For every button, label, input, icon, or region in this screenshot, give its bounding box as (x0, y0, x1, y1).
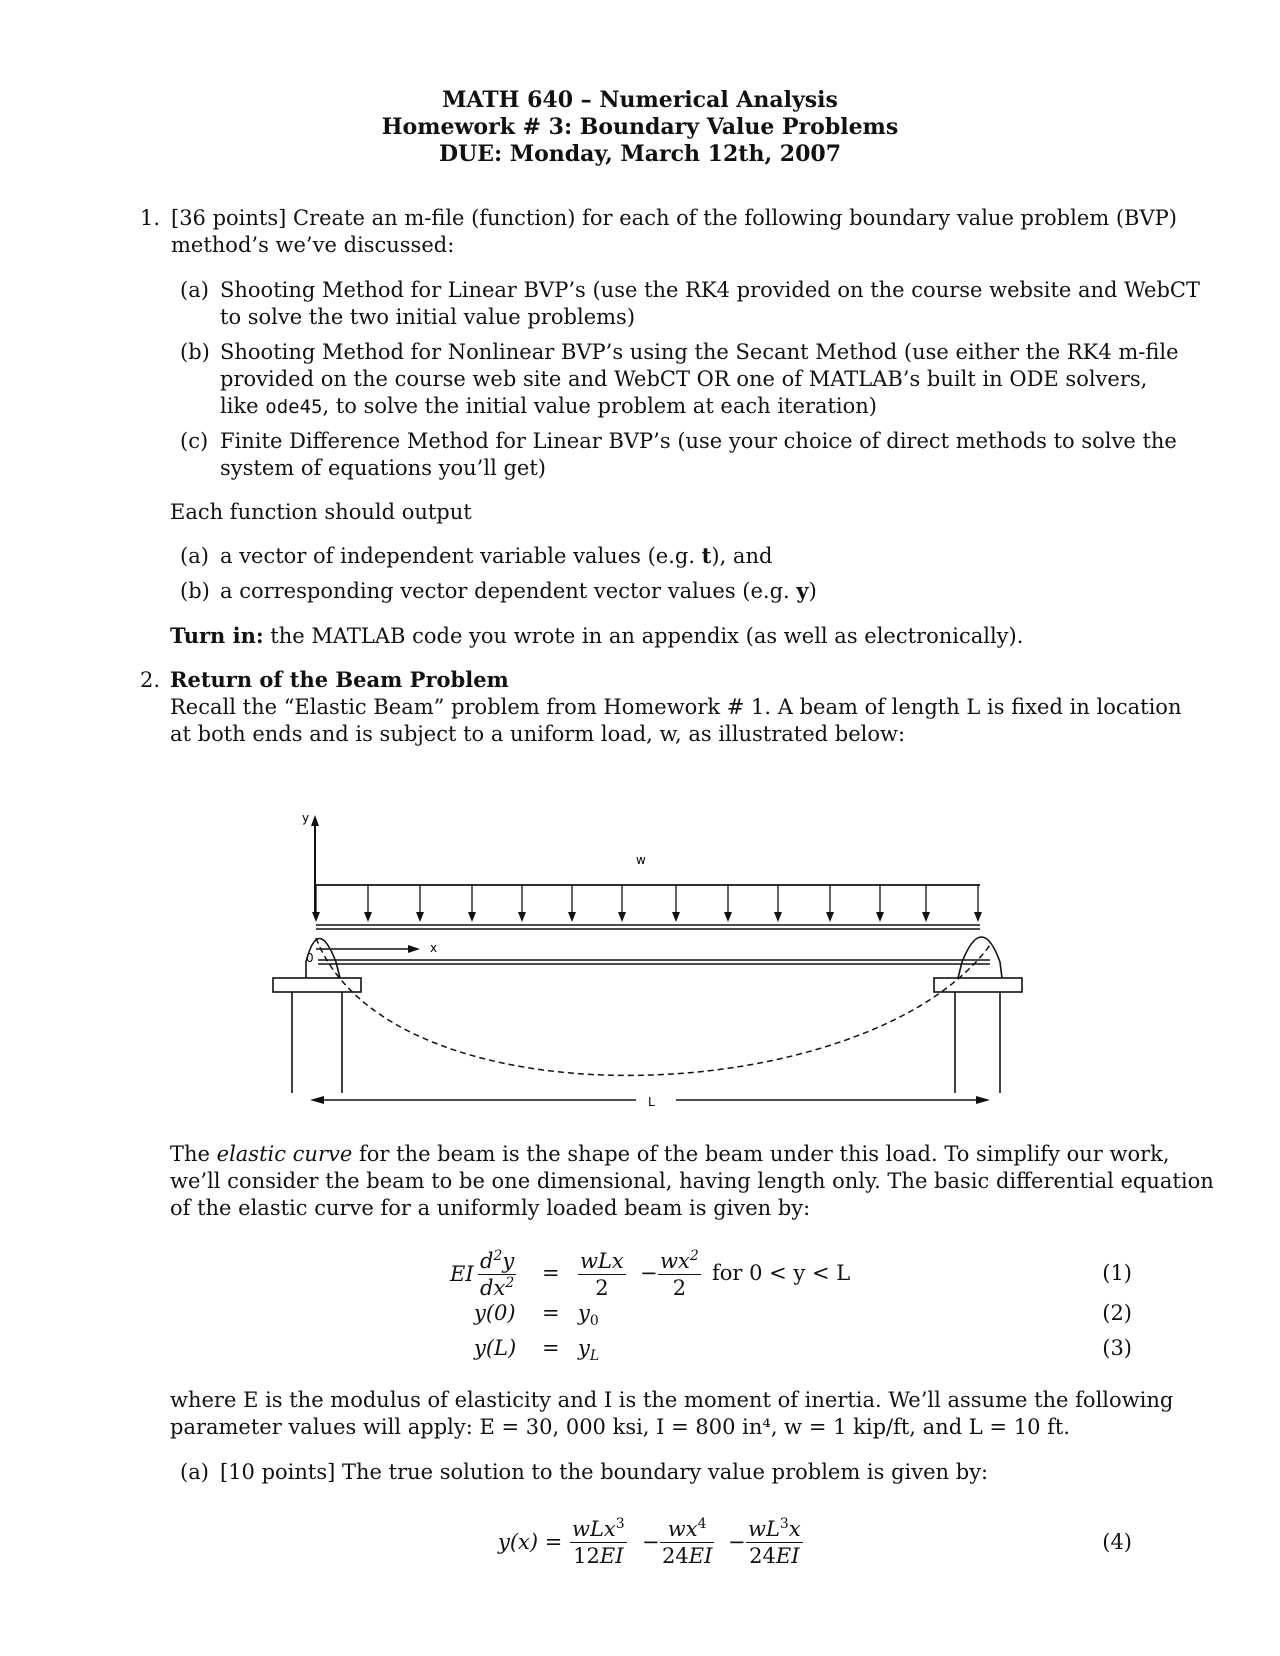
length-label: L (648, 1095, 655, 1109)
problem-1-intro-line2: method’s we’ve discussed: (171, 233, 455, 257)
part-a-label: (a) (180, 1460, 209, 1484)
eq4-term2: $\frac{wx^4}{24EI}$ (662, 1516, 713, 1568)
x-axis-label: x (430, 941, 438, 955)
item-b-line3: like ode45, to solve the initial value problem at each iteration) (220, 394, 877, 418)
homework-title: Homework # 3: Boundary Value Problems (381, 114, 899, 140)
problem-2-recall-line2: at both ends and is subject to a uniform load, w, as illustrated below: (170, 722, 906, 746)
length-arrow-right (976, 1096, 990, 1104)
eq3-equals: = (542, 1336, 560, 1360)
eq3-lhs: y(L) (474, 1336, 517, 1360)
problem-1-intro-line1: [36 points] Create an m-file (function) for each of the following boundary value problem (BVP) (171, 206, 1177, 230)
item-c-label: (c) (180, 429, 209, 453)
problem-2-number: 2. (140, 668, 161, 692)
eq3-rhs: $y_L$ (578, 1336, 600, 1365)
eq4-minus-1: − (642, 1530, 660, 1554)
eq2-rhs: $y_0$ (578, 1301, 599, 1330)
course-title: MATH 640 – Numerical Analysis (442, 87, 838, 113)
item-a-label: (a) (180, 278, 209, 302)
eq1-condition: for 0 < y < L (712, 1261, 851, 1285)
output-b-label: (b) (180, 579, 210, 603)
y-axis-arrow (311, 815, 319, 826)
params-line2: parameter values will apply: E = 30, 000 ksi, I = 800 in⁴, w = 1 kip/ft, and L = 10 ft. (170, 1415, 1070, 1439)
item-b-label: (b) (180, 340, 210, 364)
item-c-line2: system of equations you’ll get) (220, 456, 546, 480)
eq2-equals: = (542, 1301, 560, 1325)
eq2-number: (2) (1102, 1301, 1132, 1325)
eq1-equals: = (542, 1261, 560, 1285)
eq1-lhs-fraction: $\frac{d^2y}{dx^2}$ (480, 1248, 515, 1300)
item-a-line2: to solve the two initial value problems) (220, 305, 636, 329)
load-arrows (312, 885, 982, 922)
origin-label: 0 (306, 951, 314, 965)
eq1-EI: EI (450, 1262, 474, 1286)
eq4-term1: wLx$^3$ 12EI (572, 1516, 625, 1568)
elastic-line2: we’ll consider the beam to be one dimensional, having length only. The basic differential equation (170, 1169, 1214, 1193)
output-a-label: (a) (180, 544, 209, 568)
due-date: DUE: Monday, March 12th, 2007 (438, 141, 842, 167)
problem-1-number: 1. (140, 206, 161, 230)
item-b-line1: Shooting Method for Nonlinear BVP’s using the Secant Method (use either the RK4 m-file (220, 340, 1179, 364)
problem-2-title: Return of the Beam Problem (170, 667, 509, 692)
elastic-line3: of the elastic curve for a uniformly loaded beam is given by: (170, 1196, 811, 1220)
item-c-line1: Finite Difference Method for Linear BVP’s (use your choice of direct methods to solve the (220, 429, 1177, 453)
eq4-minus-2: − (728, 1530, 746, 1554)
item-b-line2: provided on the course web site and WebCT OR one of MATLAB’s built in ODE solvers, (220, 367, 1148, 391)
beam-figure (0, 790, 1280, 1130)
turn-in-line: Turn in: the MATLAB code you wrote in an appendix (as well as electronically). (170, 623, 1024, 648)
part-a-text: [10 points] The true solution to the boundary value problem is given by: (220, 1460, 989, 1484)
x-axis-arrow (408, 945, 420, 953)
eq1-number: (1) (1102, 1261, 1132, 1285)
eq4-term3: $\frac{wL^3x}{24EI}$ (748, 1516, 801, 1568)
problem-2-recall-line1: Recall the “Elastic Beam” problem from Homework # 1. A beam of length L is fixed in location (170, 695, 1182, 719)
output-a-text: a vector of independent variable values (e.g. t), and (220, 543, 773, 568)
params-line1: where E is the modulus of elasticity and I is the moment of inertia. We’ll assume the following (170, 1388, 1174, 1412)
deflection-curve (316, 938, 990, 1075)
beam (316, 925, 990, 964)
elastic-line1: The elastic curve for the beam is the shape of the beam under this load. To simplify our work, (170, 1142, 1170, 1166)
eq4-lhs: y(x) = (498, 1530, 563, 1554)
turn-in-label: Turn in: (170, 623, 264, 648)
ode45-code: ode45 (265, 396, 323, 418)
eq1-term1: wLx 2 (580, 1249, 624, 1300)
eq4-number: (4) (1102, 1530, 1132, 1554)
length-arrow-left (310, 1096, 324, 1104)
output-intro: Each function should output (170, 500, 472, 524)
eq2-lhs: y(0) (474, 1301, 516, 1325)
output-b-text: a corresponding vector dependent vector values (e.g. y) (220, 578, 817, 603)
item-a-line1: Shooting Method for Linear BVP’s (use the RK4 provided on the course website and WebCT (220, 278, 1200, 302)
eq1-minus: − (640, 1261, 658, 1285)
eq3-number: (3) (1102, 1336, 1132, 1360)
load-label: w (636, 853, 646, 867)
left-support (273, 939, 361, 1094)
eq1-term2: $\frac{wx^2}{2}$ (660, 1248, 699, 1300)
y-axis-label: y (302, 811, 310, 825)
